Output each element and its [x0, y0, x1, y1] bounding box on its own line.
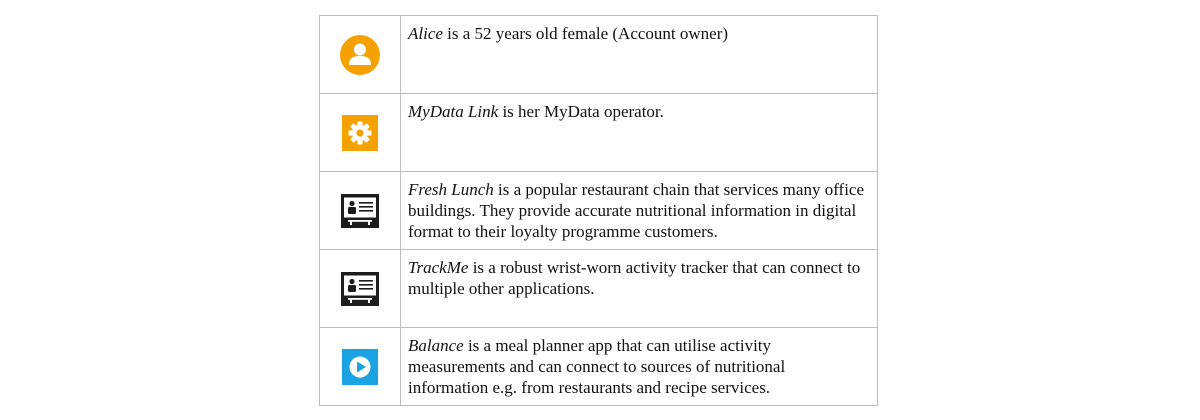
description-cell	[401, 16, 878, 94]
actor-description: is a robust wrist-worn activity tracker that can connect to multiple other applications.	[408, 258, 861, 298]
icon-cell	[320, 16, 401, 94]
description-cell	[401, 172, 878, 250]
gear-icon	[342, 115, 378, 151]
description-cell	[401, 328, 878, 406]
person-icon	[339, 34, 381, 76]
table-row	[320, 250, 878, 328]
table-row	[320, 172, 878, 250]
table-row	[320, 94, 878, 172]
actor-name: Fresh Lunch	[408, 180, 494, 199]
actor-name: Balance	[408, 336, 464, 355]
actor-name: Alice	[408, 24, 443, 43]
icon-cell	[320, 250, 401, 328]
id-card-icon	[341, 272, 379, 306]
actor-name: TrackMe	[408, 258, 469, 277]
actors-table	[319, 15, 878, 406]
actor-name: MyData Link	[408, 102, 499, 121]
actor-description: is a popular restaurant chain that services many office buildings. They provide accurate nutritional information in digital format to their loyalty programme customers.	[408, 180, 865, 241]
icon-cell	[320, 172, 401, 250]
actor-description: is a meal planner app that can utilise activity measurements and can connect to sources of nutritional information e.g. from restaurants and recipe services.	[408, 336, 786, 397]
icon-cell	[320, 328, 401, 406]
actor-description: is a 52 years old female (Account owner)	[442, 24, 729, 43]
icon-cell	[320, 94, 401, 172]
description-cell	[401, 250, 878, 328]
table-row	[320, 328, 878, 406]
actor-description: is her MyData operator.	[498, 102, 664, 121]
play-icon	[342, 349, 378, 385]
id-card-icon	[341, 194, 379, 228]
description-cell	[401, 94, 878, 172]
table-row	[320, 16, 878, 94]
